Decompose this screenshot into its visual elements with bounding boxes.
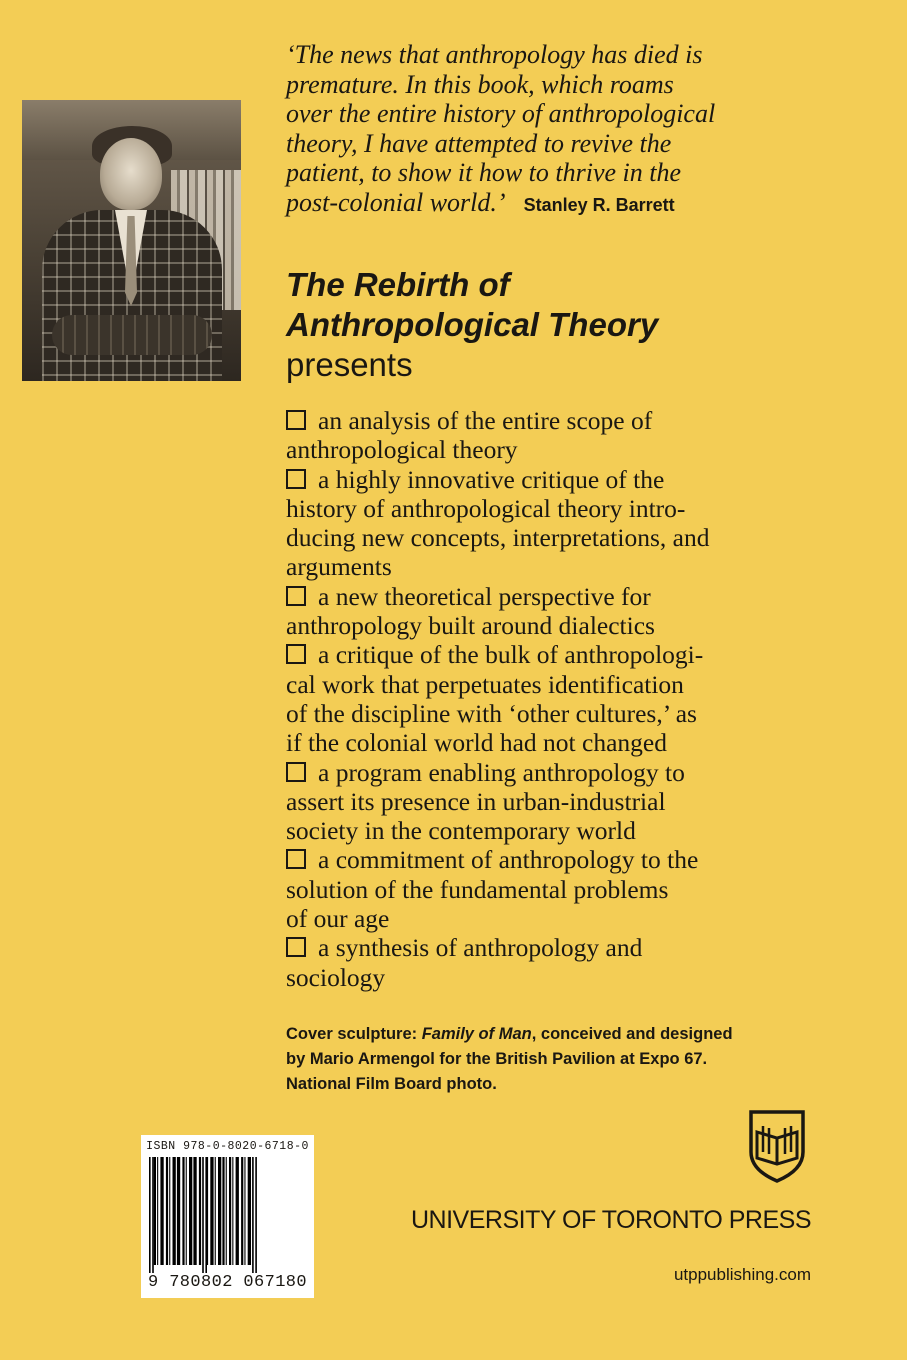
quote-line: ‘The news that anthropology has died is (286, 40, 703, 69)
barcode-bar (182, 1157, 184, 1265)
barcode-bar (248, 1157, 251, 1265)
feature-line: sociology (286, 962, 386, 992)
publisher-url[interactable]: utppublishing.com (673, 1265, 811, 1284)
list-item (286, 406, 846, 465)
feature-line: a critique of the bulk of anthropologi- (318, 640, 704, 670)
quote-line: premature. In this book, which roams (286, 69, 674, 99)
feature-line: of the discipline with ‘other cultures,’ as (286, 698, 697, 728)
barcode-bar (186, 1157, 187, 1265)
barcode-bar (210, 1157, 213, 1265)
list-item (286, 933, 846, 992)
barcode-bar (169, 1157, 170, 1265)
author-photo (22, 100, 241, 381)
feature-line: arguments (286, 552, 392, 582)
checkbox-icon (286, 937, 306, 957)
utp-book-shield-icon (747, 1108, 807, 1184)
feature-list (286, 406, 846, 992)
checkbox-icon (286, 469, 306, 489)
barcode-bar (232, 1157, 233, 1265)
feature-line: if the colonial world had not changed (286, 728, 667, 758)
barcode-bar (255, 1157, 257, 1273)
feature-line: anthropological theory (286, 435, 518, 465)
feature-line: an analysis of the entire scope of (318, 406, 653, 435)
credit-line: National Film Board photo. (286, 1075, 497, 1093)
feature-line: anthropology built around dialectics (286, 611, 655, 641)
feature-line: society in the contemporary world (286, 816, 636, 846)
presents-label: presents (286, 346, 413, 383)
list-item (286, 465, 846, 582)
checkbox-icon (286, 849, 306, 869)
barcode-bars (147, 1157, 308, 1273)
barcode-bar (149, 1157, 151, 1273)
feature-line: of our age (286, 904, 390, 934)
isbn-barcode (141, 1135, 314, 1298)
quote-line: over the entire history of anthropological (286, 99, 716, 128)
barcode-bar (166, 1157, 168, 1265)
barcode-bar (218, 1157, 221, 1265)
list-item (286, 640, 846, 757)
checkbox-icon (286, 586, 306, 606)
cover-credit (286, 1022, 826, 1097)
feature-line: solution of the fundamental problems (286, 874, 669, 904)
quote-line: theory, I have attempted to revive the (286, 128, 672, 158)
checkbox-icon (286, 762, 306, 782)
quote-line: patient, to show it how to thrive in the (286, 158, 682, 187)
barcode-bar (202, 1157, 204, 1273)
list-item (286, 758, 846, 846)
barcode-bar (199, 1157, 201, 1265)
feature-line: a synthesis of anthropology and (318, 933, 643, 963)
book-title-line-1: The Rebirth of (286, 266, 510, 303)
author-quote (286, 40, 826, 220)
barcode-bar (189, 1157, 192, 1265)
barcode-bar (193, 1157, 196, 1265)
quote-line-last (286, 188, 826, 221)
feature-line: cal work that perpetuates identification (286, 669, 684, 699)
book-title-block (286, 265, 846, 385)
feature-line: history of anthropological theory intro- (286, 493, 686, 523)
credit-line: by Mario Armengol for the British Pavilion at Expo 67. (286, 1050, 708, 1068)
barcode-bar (244, 1157, 245, 1265)
feature-line: ducing new concepts, interpretations, and (286, 523, 710, 553)
quote-attribution: Stanley R. Barrett (523, 194, 675, 215)
barcode-bar (252, 1157, 254, 1273)
barcode-digits: 9 780802 067180 (147, 1273, 308, 1292)
barcode-bar (177, 1157, 180, 1265)
barcode-bar (160, 1157, 163, 1265)
barcode-bar (229, 1157, 231, 1265)
list-item (286, 582, 846, 641)
barcode-bar (207, 1157, 208, 1265)
publisher-name: UNIVERSITY OF TORONTO PRESS (411, 1206, 812, 1234)
checkbox-icon (286, 644, 306, 664)
isbn-label: ISBN 978-0-8020-6718-0 (146, 1140, 309, 1153)
feature-line: a highly innovative critique of the (318, 464, 665, 494)
checkbox-icon (286, 410, 306, 430)
barcode-bar (157, 1157, 158, 1265)
barcode-bar (205, 1157, 207, 1273)
list-item (286, 845, 846, 933)
feature-line: assert its presence in urban-industrial (286, 786, 666, 816)
barcode-bar (173, 1157, 176, 1265)
credit-work-title: Family of Man (421, 1025, 532, 1043)
barcode-bar (241, 1157, 243, 1265)
credit-prefix: Cover sculpture: (286, 1025, 422, 1043)
feature-line: a commitment of anthropology to the (318, 845, 699, 875)
barcode-bar (226, 1157, 227, 1265)
barcode-bar (236, 1157, 239, 1265)
quote-line: post-colonial world.’ (286, 187, 506, 217)
book-title-line-2: Anthropological Theory (286, 306, 659, 343)
barcode-bar (222, 1157, 224, 1265)
barcode-bar (152, 1157, 154, 1273)
feature-line: a new theoretical perspective for (318, 581, 651, 611)
feature-line: a program enabling anthropology to (318, 757, 685, 787)
barcode-bar (154, 1157, 156, 1265)
barcode-bar (215, 1157, 216, 1265)
credit-rest: , conceived and designed (531, 1025, 733, 1043)
